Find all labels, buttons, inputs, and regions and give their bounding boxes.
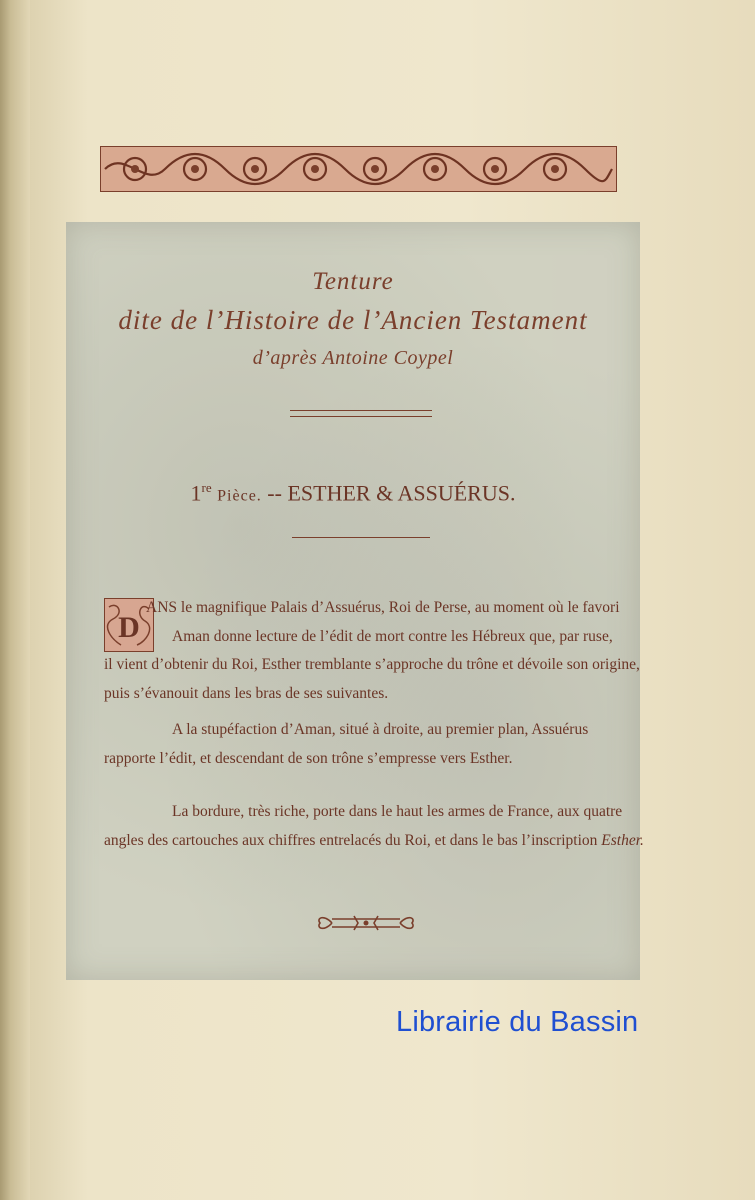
paragraph-3-emphasis: Esther.	[601, 831, 644, 849]
paragraph-2-line: A la stupéfaction d’Aman, situé à droite, au premier plan, Assuérus	[172, 721, 589, 738]
paragraph-1-line: il vient d’obtenir du Roi, Esther tremblante s’approche du trône et dévoile son origine,	[104, 656, 640, 673]
book-spine-shadow	[0, 0, 30, 1200]
title-line-1: Tenture	[312, 268, 394, 295]
paragraph-2-line: rapporte l’édit, et descendant de son trône s’empresse vers Esther.	[104, 749, 513, 767]
piece-label: Pièce.	[217, 487, 262, 505]
piece-subject: ESTHER & ASSUÉRUS.	[287, 480, 516, 506]
decorative-header-ornament	[100, 146, 617, 192]
title-line-2: dite de l’Histoire de l’Ancien Testament	[118, 305, 588, 335]
fleuron-ornament	[314, 912, 418, 934]
paragraph-3-line-wrap	[104, 827, 644, 856]
double-rule-divider	[290, 410, 432, 417]
paragraph-1	[104, 594, 640, 708]
paragraph-3-line: La bordure, très riche, porte dans le haut les armes de France, aux quatre	[172, 803, 623, 820]
piece-dash: --	[267, 480, 282, 506]
dropcap-letter: D	[118, 611, 140, 644]
paragraph-3	[104, 798, 644, 855]
watermark-text: Librairie du Bassin	[396, 1006, 639, 1038]
title-line-3: d’après Antoine Coypel	[252, 347, 454, 369]
paragraph-1-line: ANS le magnifique Palais d’Assuérus, Roi de Perse, au moment où le favori	[146, 599, 620, 616]
paragraph-2	[104, 716, 624, 773]
paragraph-1-line: Aman donne lecture de l’édit de mort contre les Hébreux que, par ruse,	[172, 627, 613, 645]
piece-ordinal: re	[201, 480, 212, 495]
piece-number: 1	[190, 480, 202, 506]
paragraph-1-line: puis s’évanouit dans les bras de ses suivantes.	[104, 684, 389, 702]
paragraph-3-line: angles des cartouches aux chiffres entrelacés du Roi, et dans le bas l’inscription	[104, 831, 598, 849]
piece-heading	[66, 480, 640, 506]
single-rule-divider	[292, 537, 430, 538]
